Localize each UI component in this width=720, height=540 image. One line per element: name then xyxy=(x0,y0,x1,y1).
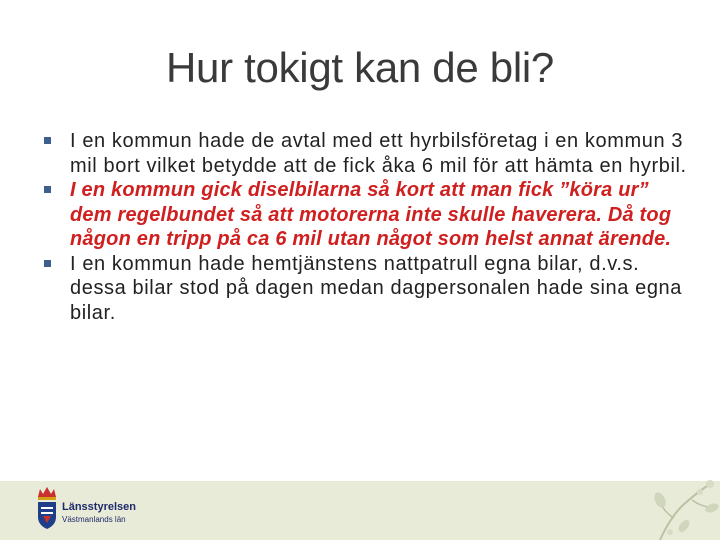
bullet-list xyxy=(44,129,694,325)
bullet-square-icon xyxy=(44,260,51,267)
county-crest-icon xyxy=(32,485,62,531)
slide-title: Hur tokigt kan de bli? xyxy=(166,44,554,91)
logo-name: Länsstyrelsen xyxy=(62,501,136,513)
bullet-text-2: I en kommun gick diselbilarna så kort att man fick ”köra ur” dem regelbundet så att motorerna inte skulle haverera. Då tog någon en tripp på ca 6 mil utan något som helst annat ärende. xyxy=(70,179,672,250)
bullet-square-icon xyxy=(44,137,51,144)
bullet-text-1: I en kommun hade de avtal med ett hyrbilsföretag i en kommun 3 mil bort vilket betydde att de fick åka 6 mil för att hämta en hyrbil. xyxy=(70,130,687,177)
bullet-square-icon xyxy=(44,186,51,193)
bullet-item-1 xyxy=(44,129,694,178)
logo-subtitle: Västmanlands län xyxy=(62,515,126,524)
bullet-text-3: I en kommun hade hemtjänstens nattpatrull egna bilar, d.v.s. dessa bilar stod på dagen medan dagpersonalen hade sina egna bilar. xyxy=(70,252,682,324)
bullet-item-2 xyxy=(44,178,694,252)
flower-sprig-icon xyxy=(640,478,720,540)
bullet-item-3 xyxy=(44,252,694,326)
